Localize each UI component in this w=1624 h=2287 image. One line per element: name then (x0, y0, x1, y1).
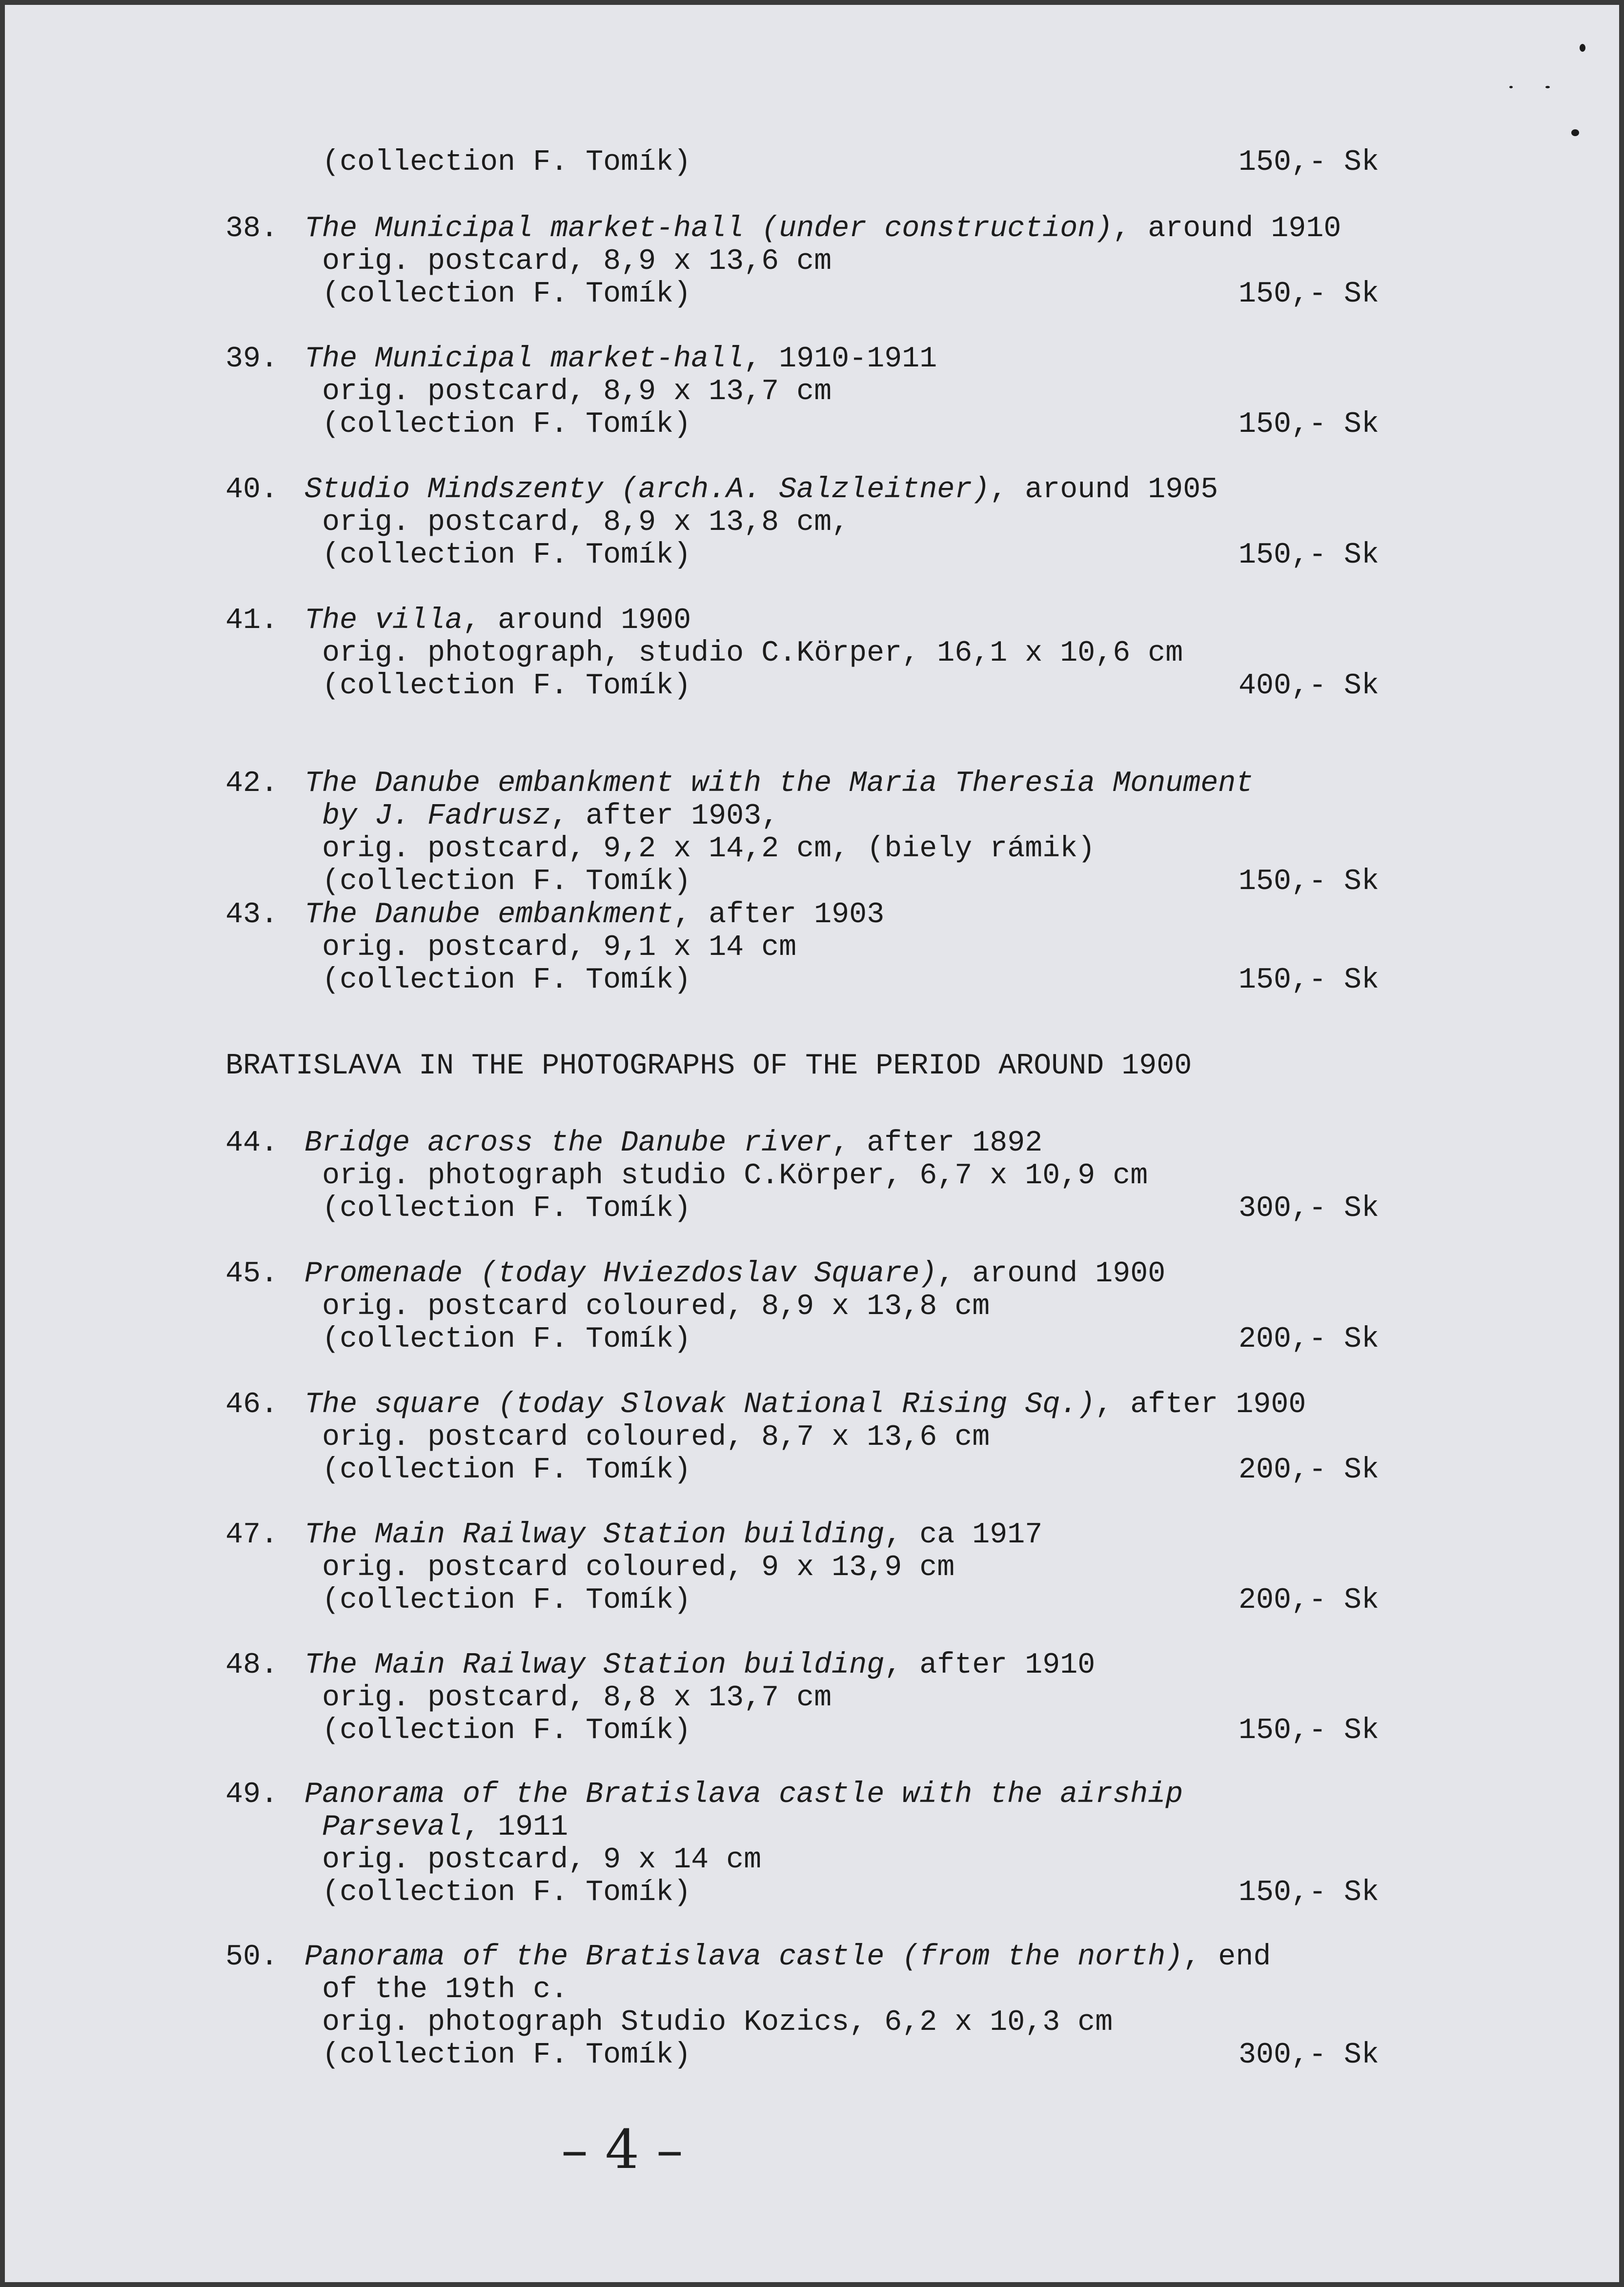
entry-number: 46. (225, 1388, 279, 1421)
entry-number: 45. (225, 1257, 279, 1291)
entry-title: The Municipal market-hall (under construction) (304, 212, 1113, 245)
entry-detail-line: orig. postcard, 9,1 x 14 cm (322, 931, 797, 964)
entry-title: The square (today Slovak National Rising Sq.) (304, 1388, 1096, 1421)
entry-title-line (304, 1649, 1095, 1682)
entry-detail-line: (collection F. Tomík) (322, 1584, 691, 1617)
entry-detail-line: (collection F. Tomík) (322, 1454, 691, 1487)
entry-title-line (322, 1811, 568, 1844)
entry-date: , around 1900 (463, 604, 691, 637)
entry-detail-line: (collection F. Tomík) (322, 2039, 691, 2072)
entry-title: Promenade (today Hviezdoslav Square) (304, 1257, 937, 1291)
entry-detail-line: (collection F. Tomík) (322, 146, 691, 179)
entry-price: 200,- Sk (1238, 1323, 1380, 1356)
entry-detail-line: (collection F. Tomík) (322, 1714, 691, 1747)
entry-detail-line: (collection F. Tomík) (322, 669, 691, 703)
paper-speck (1571, 129, 1579, 136)
entry-number: 40. (225, 473, 279, 506)
entry-price: 200,- Sk (1238, 1454, 1380, 1487)
entry-number: 49. (225, 1778, 279, 1811)
entry-detail-line: (collection F. Tomík) (322, 865, 691, 898)
entry-title-line (304, 1519, 1042, 1552)
entry-title-line (304, 768, 1253, 800)
catalogue-list (5, 5, 1619, 2282)
entry-price: 150,- Sk (1238, 278, 1380, 311)
entry-title: Panorama of the Bratislava castle (from the north) (304, 1941, 1183, 1974)
entry-date: , around 1905 (990, 473, 1218, 506)
entry-price: 150,- Sk (1238, 539, 1380, 572)
paper-speck (1509, 86, 1513, 88)
entry-price: 400,- Sk (1238, 669, 1380, 703)
entry-detail-line: orig. postcard coloured, 8,9 x 13,8 cm (322, 1290, 990, 1323)
entry-price: 150,- Sk (1238, 146, 1380, 179)
entry-date: , 1910-1911 (744, 343, 937, 376)
entry-title-line (304, 343, 937, 376)
entry-title-line (322, 800, 779, 833)
entry-detail-line: orig. postcard, 8,9 x 13,8 cm, (322, 506, 850, 539)
entry-number: 44. (225, 1127, 279, 1160)
entry-date: , 1911 (463, 1811, 568, 1844)
entry-number: 50. (225, 1941, 279, 1974)
entry-title-continued: of the 19th c. (322, 1973, 568, 2006)
entry-detail-line: orig. photograph, studio C.Körper, 16,1 x 10,6 cm (322, 637, 1183, 670)
entry-number: 38. (225, 212, 279, 245)
page-number: – 4 – (561, 2118, 683, 2181)
entry-price: 300,- Sk (1238, 2039, 1380, 2072)
entry-title: Bridge across the Danube river (304, 1127, 832, 1160)
entry-detail-line: orig. postcard, 9 x 14 cm (322, 1843, 762, 1877)
entry-title-line (304, 213, 1341, 245)
entry-detail-line: (collection F. Tomík) (322, 539, 691, 572)
entry-detail-line: orig. postcard, 9,2 x 14,2 cm, (biely rámik) (322, 832, 1096, 866)
entry-date: , around 1910 (1113, 212, 1341, 245)
entry-detail-line: (collection F. Tomík) (322, 1323, 691, 1356)
entry-title: The Municipal market-hall (304, 343, 744, 376)
entry-detail-line: (collection F. Tomík) (322, 278, 691, 311)
entry-title-continued: by J. Fadrusz (322, 800, 551, 833)
entry-detail-line: orig. postcard coloured, 8,7 x 13,6 cm (322, 1421, 990, 1454)
entry-title: The Danube embankment (304, 898, 674, 931)
entry-date: , around 1900 (937, 1257, 1166, 1291)
entry-number: 39. (225, 343, 279, 376)
entry-title: The Main Railway Station building (304, 1518, 885, 1552)
entry-detail-line: orig. postcard, 8,8 x 13,7 cm (322, 1681, 832, 1715)
entry-number: 41. (225, 604, 279, 637)
entry-detail-line: orig. photograph studio C.Körper, 6,7 x 10,9 cm (322, 1159, 1148, 1193)
entry-number: 43. (225, 898, 279, 931)
entry-title: The villa (304, 604, 463, 637)
entry-price: 150,- Sk (1238, 408, 1380, 441)
entry-date: , after 1903, (550, 800, 779, 833)
entry-detail-line: orig. photograph Studio Kozics, 6,2 x 10,3 cm (322, 2006, 1113, 2039)
entry-price: 150,- Sk (1238, 1876, 1380, 1909)
entry-title: Studio Mindszenty (arch.A. Salzleitner) (304, 473, 990, 506)
entry-detail-line: (collection F. Tomík) (322, 1192, 691, 1225)
entry-title: The Main Railway Station building (304, 1649, 885, 1682)
entry-title-line (304, 474, 1218, 506)
entry-title-line (304, 899, 884, 931)
entry-detail-line: orig. postcard, 8,9 x 13,6 cm (322, 245, 832, 278)
entry-title-line (304, 1941, 1271, 1974)
entry-number: 48. (225, 1649, 279, 1682)
entry-number: 42. (225, 767, 279, 800)
entry-detail-line: (collection F. Tomík) (322, 408, 691, 441)
document-sheet (5, 5, 1619, 2282)
entry-title-line (304, 1389, 1306, 1421)
entry-date: , ca 1917 (884, 1518, 1043, 1552)
entry-title-line (304, 1779, 1183, 1811)
entry-date: , after 1903 (673, 898, 885, 931)
paper-speck (1580, 44, 1585, 52)
entry-detail-line: (collection F. Tomík) (322, 1876, 691, 1909)
entry-detail-line: (collection F. Tomík) (322, 964, 691, 997)
entry-date: , end (1183, 1941, 1271, 1974)
entry-price: 300,- Sk (1238, 1192, 1380, 1225)
entry-title: The Danube embankment with the Maria Theresia Monument (304, 767, 1254, 800)
entry-price: 200,- Sk (1238, 1584, 1380, 1617)
entry-date: , after 1892 (832, 1127, 1043, 1160)
section-heading: BRATISLAVA IN THE PHOTOGRAPHS OF THE PERIOD AROUND 1900 (225, 1050, 1192, 1083)
entry-detail-line: orig. postcard coloured, 9 x 13,9 cm (322, 1551, 955, 1584)
entry-number: 47. (225, 1518, 279, 1552)
entry-detail-line: orig. postcard, 8,9 x 13,7 cm (322, 375, 832, 408)
entry-date: , after 1910 (884, 1649, 1096, 1682)
entry-price: 150,- Sk (1238, 964, 1380, 997)
entry-date: , after 1900 (1095, 1388, 1306, 1421)
entry-price: 150,- Sk (1238, 1714, 1380, 1747)
entry-title-line (304, 1258, 1165, 1291)
entry-title-line (304, 1127, 1042, 1160)
entry-price: 150,- Sk (1238, 865, 1380, 898)
entry-title-line (304, 605, 691, 637)
entry-title-continued: Parseval (322, 1811, 463, 1844)
entry-title: Panorama of the Bratislava castle with the airship (304, 1778, 1183, 1811)
paper-speck (1545, 86, 1550, 88)
